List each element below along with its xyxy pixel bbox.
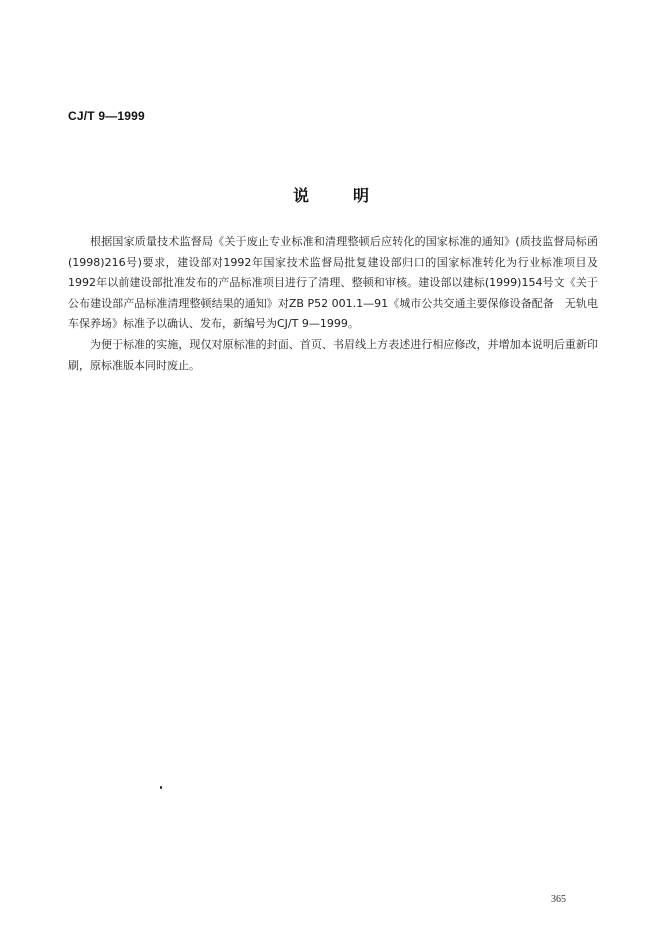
page-title-part-2: 明 — [353, 186, 370, 205]
body-text — [68, 232, 598, 376]
scan-speck — [160, 786, 162, 789]
page-title — [0, 183, 662, 206]
paragraph: 根据国家质量技术监督局《关于废止专业标准和清理整顿后应转化的国家标准的通知》(质技监督局标函(1998)216号)要求，建设部对1992年国家技术监督局批复建设部归口的国家标准转化为行业标准项目及1992年以前建设部批准发布的产品标准项目进行了清理、整顿和审核。建设部以建标(1999)154号文《关于公布建设部产品标准清理整顿结果的通知》对ZB P52 001.1—91《城市公共交通主要保修设备配备 无轨电车保养场》标准予以确认、发布，新编号为CJ/T 9—1999。 — [68, 235, 598, 331]
page-title-part-1: 说 — [292, 186, 309, 205]
standard-code: CJ/T 9—1999 — [68, 109, 145, 123]
paragraph: 为便于标准的实施，现仅对原标准的封面、首页、书眉线上方表述进行相应修改，并增加本说明后重新印刷，原标准版本同时废止。 — [68, 337, 598, 372]
page-number: 365 — [551, 894, 566, 905]
